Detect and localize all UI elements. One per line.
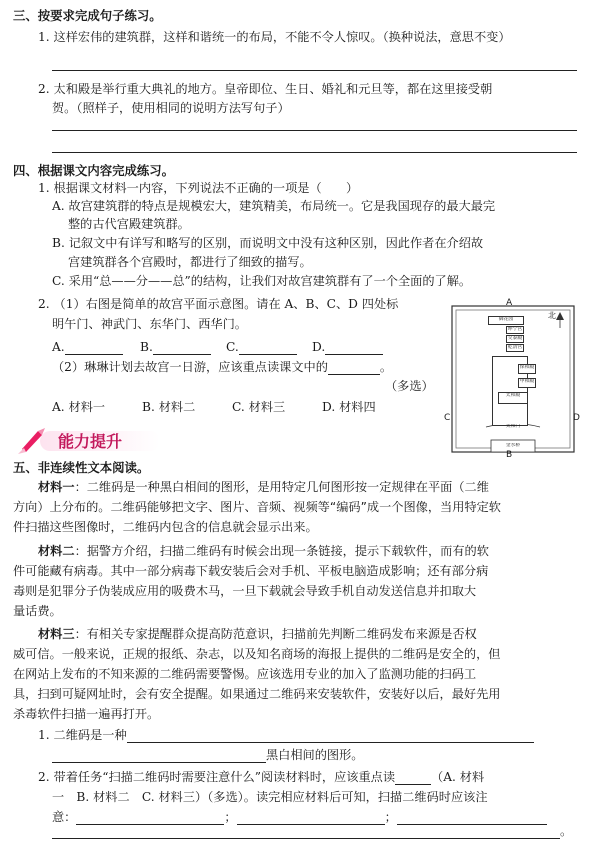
sec3-q2-line2: 贺。（照样子，使用相同的说明方法写句子） — [52, 101, 290, 115]
banner-title: 能力提升 — [58, 432, 123, 451]
sec4-q2-part2-text: （2）琳琳计划去故宫一日游，应该重点读课文中的 — [52, 360, 328, 374]
building-baohe: 保和殿 — [518, 364, 536, 374]
sec5-q1 — [38, 728, 534, 743]
jinshui-bridge: 金水桥 — [505, 443, 521, 448]
material-1-label: 材料一 — [38, 480, 75, 494]
sec5-q1-text: 1. 二维码是一种 — [38, 728, 127, 742]
multi-select-note: （多选） — [385, 379, 434, 393]
answer-line[interactable] — [52, 70, 577, 71]
caution-blank-4[interactable] — [52, 825, 560, 839]
answer-line[interactable] — [52, 130, 577, 131]
choice-option-4: D. 材料四 — [322, 400, 376, 414]
fill-d — [312, 340, 383, 355]
answer-line[interactable] — [52, 152, 577, 153]
sec5-q2-line2: 一 B. 材料二 C. 材料三）（多选）。读完相应材料后可知，扫描二维码时应该注 — [52, 790, 488, 804]
material-3-line3: 在网站上发布的不知来源的二维码需要警惕。应该选用专业的加入了监测功能的扫码工 — [13, 667, 477, 681]
fill-c-blank[interactable] — [239, 341, 297, 355]
material-3-line1 — [38, 627, 477, 642]
section-5-title: 五、非连续性文本阅读。 — [13, 460, 150, 475]
fill-d-label: D. — [312, 340, 326, 354]
option-b-line2: 宫建筑群各个宫殿时，都进行了细致的描写。 — [68, 255, 312, 269]
choice-option-2: B. 材料二 — [142, 400, 196, 414]
map-label-b: B — [506, 450, 513, 460]
material-2-line3: 毒则是犯罪分子伪装成应用的吸费木马，一旦下载就会导致手机自动发送信息并扣取大 — [13, 584, 477, 598]
semicolon: ； — [384, 810, 397, 824]
fill-a — [52, 340, 123, 355]
qr-definition-blank[interactable] — [127, 729, 534, 743]
section-4-title: 四、根据课文内容完成练习。 — [13, 163, 175, 178]
choice-option-3: C. 材料三 — [232, 400, 286, 414]
sec4-q2-line1: 2. （1）右图是简单的故宫平面示意图。请在 A、B、C、D 四处标 — [38, 297, 399, 311]
building-taihe-gate: 太和门 — [505, 424, 521, 429]
ability-banner — [14, 425, 174, 455]
period: 。 — [379, 360, 393, 374]
sec5-q2-line3 — [52, 810, 547, 825]
material-1-line2: 方向）上分布的。二维码能够把文字、图片、音频、视频等“编码”成一个图像，当用特定软 — [13, 500, 501, 514]
material-2-line1 — [38, 544, 489, 559]
building-imperial-garden: 御花园 — [488, 316, 524, 325]
sec5-q2-note-label: 意： — [52, 810, 77, 824]
material-1-line1 — [38, 480, 489, 495]
material-3-text: ：有相关专家提醒群众提高防范意识，扫描前先判断二维码发布来源是否权 — [74, 627, 477, 641]
fill-b-blank[interactable] — [153, 341, 211, 355]
choice-option-1: A. 材料一 — [52, 400, 106, 414]
building-kunning: 坤宁宫 — [507, 327, 523, 332]
fill-c — [226, 340, 297, 355]
fill-d-blank[interactable] — [325, 341, 383, 355]
sec5-q2-line1 — [38, 770, 484, 785]
sec5-q2-text: 2. 带着任务“扫描二维码时需要注意什么”阅读材料时，应该重点读 — [38, 770, 396, 784]
sec5-q2-option-a: （A. 材料 — [431, 770, 485, 784]
option-a-line1: A. 故宫建筑群的特点是规模宏大，建筑精美，布局统一。它是我国现存的最大最完 — [52, 199, 496, 213]
fill-a-label: A. — [52, 340, 65, 354]
section-3-title: 三、按要求完成句子练习。 — [13, 8, 162, 23]
building-taihe: 太和殿 — [498, 392, 528, 404]
north-label: 北 — [548, 311, 556, 320]
rocket-icon — [14, 425, 48, 455]
sec3-q1: 1. 这样宏伟的建筑群，这样和谐统一的布局，不能不令人惊叹。（换种说法，意思不变） — [38, 30, 511, 44]
sec4-q2-line2: 明午门、神武门、东华门、西华门。 — [52, 317, 247, 331]
option-a-line2: 整的古代宫殿建筑群。 — [68, 217, 190, 231]
building-jiaotai: 交泰殿 — [507, 336, 523, 341]
caution-blank-2[interactable] — [237, 811, 385, 825]
material-3-line4: 具，扫到可疑网址时，会有安全提醒。如果通过二维码来安装软件，安装好以后，最好先用 — [13, 687, 501, 701]
final-period: 。 — [560, 824, 573, 838]
fill-b-label: B. — [140, 340, 153, 354]
palace-plan-map — [446, 300, 580, 460]
option-b-line1: B. 记叙文中有详写和略写的区别，而说明文中没有这种区别，因此作者在介绍故 — [52, 236, 484, 250]
caution-blank-1[interactable] — [76, 811, 224, 825]
material-2-label: 材料二 — [38, 544, 75, 558]
building-zhonghe: 中和殿 — [518, 378, 536, 388]
material-2-text: ：据警方介绍，扫描二维码有时候会出现一条链接，提示下载软件，而有的软 — [74, 544, 489, 558]
map-label-d: D — [573, 413, 580, 423]
material-2-line2: 件可能藏有病毒。其中一部分病毒下载安装后会对手机、平板电脑造成影响；还有部分病 — [13, 564, 489, 578]
map-label-c: C — [444, 413, 451, 423]
semicolon: ； — [224, 810, 237, 824]
material-1-text: ：二维码是一种黑白相间的图形，是用特定几何图形按一定规律在平面（二维 — [74, 480, 489, 494]
sec5-q2-line4 — [52, 824, 572, 839]
building-qianqing: 乾清宫 — [507, 345, 523, 350]
sec4-q1: 1. 根据课文材料一内容，下列说法不正确的一项是（ ） — [38, 181, 359, 195]
material-choice-blank[interactable] — [395, 771, 431, 785]
reading-choice-blank[interactable] — [328, 361, 380, 375]
material-2-line4: 量话费。 — [13, 604, 62, 618]
fill-a-blank[interactable] — [65, 341, 123, 355]
fill-b — [140, 340, 211, 355]
material-3-label: 材料三 — [38, 627, 75, 641]
material-1-line3: 件扫描这些图像时，二维码内包含的信息就会显示出来。 — [13, 520, 318, 534]
sec4-q2-part2 — [52, 360, 392, 375]
map-label-a: A — [506, 298, 513, 308]
caution-blank-3[interactable] — [397, 811, 547, 825]
qr-definition-blank-2[interactable] — [52, 749, 266, 763]
fill-c-label: C. — [226, 340, 239, 354]
sec5-q1-end: 黑白相间的图形。 — [266, 748, 364, 762]
sec5-q1-cont — [52, 748, 364, 763]
option-c-line1: C. 采用“总——分——总”的结构，让我们对故宫建筑群有了一个全面的了解。 — [52, 274, 472, 288]
sec3-q2-line1: 2. 太和殿是举行重大典礼的地方。皇帝即位、生日、婚礼和元旦等，都在这里接受朝 — [38, 82, 493, 96]
material-3-line2: 威可信。一般来说，正规的报纸、杂志，以及知名商场的海报上提供的二维码是安全的，但 — [13, 647, 501, 661]
material-3-line5: 杀毒软件扫描一遍再打开。 — [13, 707, 160, 721]
